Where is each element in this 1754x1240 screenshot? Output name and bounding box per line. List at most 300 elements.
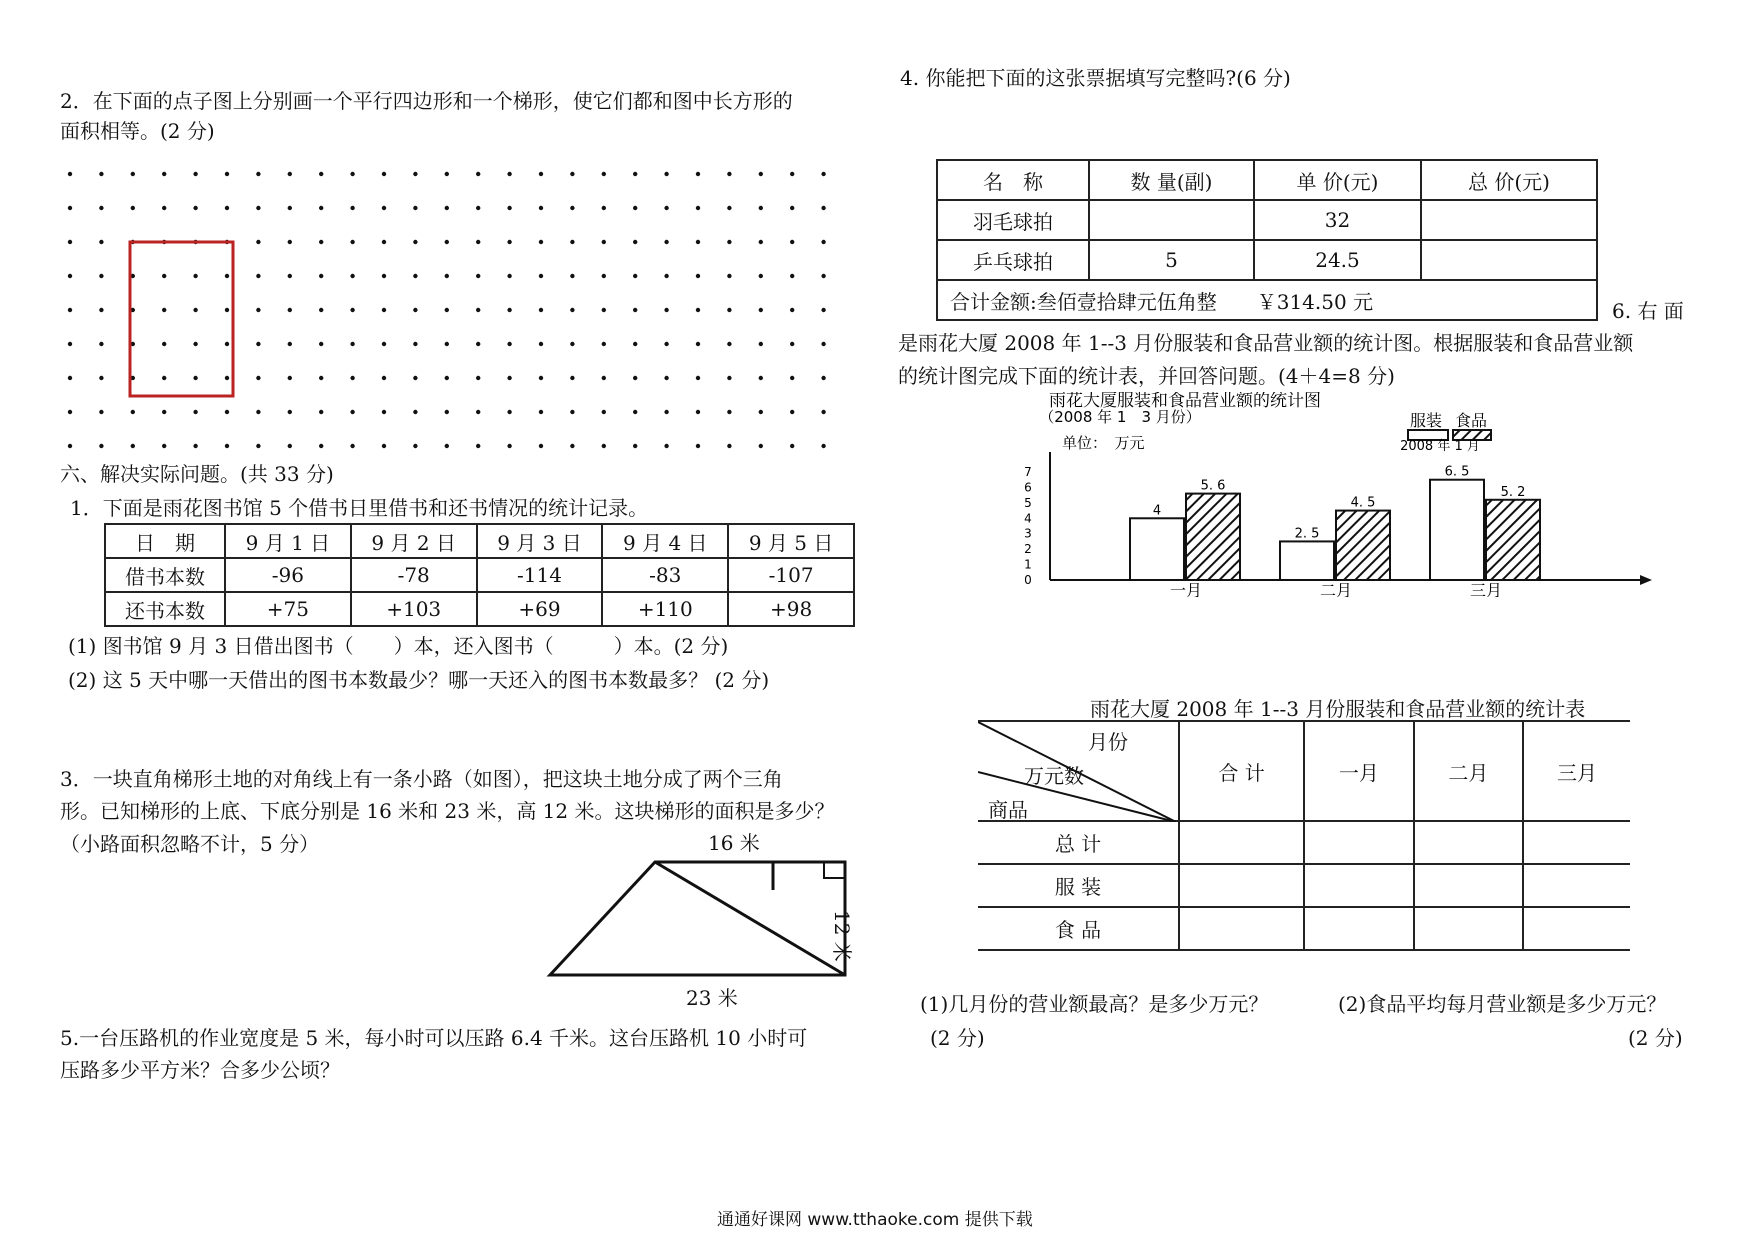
- grid-dot: [68, 308, 72, 312]
- grid-dot: [476, 274, 480, 278]
- grid-dot: [382, 342, 386, 346]
- grid-dot: [570, 308, 574, 312]
- grid-dot: [288, 308, 292, 312]
- grid-dot: [790, 274, 794, 278]
- q6-line2: 的统计图完成下面的统计表，并回答问题。(4＋4=8 分): [898, 364, 1395, 388]
- grid-dot: [445, 172, 449, 176]
- grid-dot: [821, 240, 825, 244]
- grid-dot: [633, 274, 637, 278]
- grid-dot: [602, 308, 606, 312]
- q2-line1: 2．在下面的点子图上分别画一个平行四边形和一个梯形，使它们都和图中长方形的: [60, 89, 793, 113]
- q6-lead: 6. 右 面: [1612, 299, 1684, 323]
- grid-dot: [99, 172, 103, 176]
- table-cell: +69: [477, 592, 603, 626]
- y-tick-label: 7: [1024, 465, 1032, 479]
- grid-dot: [790, 308, 794, 312]
- grid-dot: [790, 342, 794, 346]
- item-name: 乒乓球拍: [937, 240, 1089, 280]
- grid-dot: [445, 410, 449, 414]
- total-price-cell[interactable]: [1421, 200, 1597, 240]
- grid-dot: [288, 444, 292, 448]
- grid-dot: [539, 410, 543, 414]
- table-cell: -107: [728, 558, 854, 592]
- grid-dot: [507, 172, 511, 176]
- diagonal-path: [655, 862, 845, 975]
- blank-cell[interactable]: [1414, 864, 1523, 907]
- blank-cell[interactable]: [1179, 907, 1304, 950]
- grid-dot: [539, 240, 543, 244]
- grid-dot: [350, 410, 354, 414]
- bar-value-label: 5. 6: [1200, 478, 1226, 494]
- category-label: 三月: [1469, 581, 1503, 597]
- grid-dot: [413, 376, 417, 380]
- grid-dot: [507, 274, 511, 278]
- grid-dot: [727, 376, 731, 380]
- bar-value-label: 4. 5: [1350, 495, 1376, 511]
- grid-dot: [507, 376, 511, 380]
- grid-dot: [570, 342, 574, 346]
- grid-dot: [570, 410, 574, 414]
- grid-dot: [225, 410, 229, 414]
- grid-dot: [319, 274, 323, 278]
- grid-dot: [445, 308, 449, 312]
- library-table: [104, 523, 855, 627]
- grid-dot: [68, 410, 72, 414]
- q5-line1: 5.一台压路机的作业宽度是 5 米，每小时可以压路 6.4 千米。这台压路机 10 小时可: [60, 1026, 808, 1050]
- header-day: 9 月 4 日: [602, 524, 728, 558]
- grid-dot: [256, 240, 260, 244]
- grid-dot: [790, 240, 794, 244]
- grid-dot: [759, 342, 763, 346]
- grid-dot: [664, 444, 668, 448]
- blank-cell[interactable]: [1414, 907, 1523, 950]
- red-rectangle: [130, 242, 233, 396]
- label-16m: 16 米: [708, 831, 760, 855]
- y-tick-label: 0: [1024, 573, 1032, 587]
- grid-dot: [727, 308, 731, 312]
- grid-dot: [539, 376, 543, 380]
- grid-dot: [790, 376, 794, 380]
- section6-title: 六、解决实际问题。(共 33 分): [60, 462, 334, 486]
- grid-dot: [382, 172, 386, 176]
- chart-subtitle: （2008 年 1 3 月份）: [1039, 408, 1201, 426]
- table-cell: +75: [225, 592, 351, 626]
- column-header: 一月: [1304, 721, 1413, 821]
- y-tick-label: 6: [1024, 480, 1032, 495]
- grid-dot: [382, 206, 386, 210]
- grid-dot: [445, 342, 449, 346]
- grid-dot: [821, 342, 825, 346]
- grid-dot: [225, 376, 229, 380]
- grid-dot: [507, 308, 511, 312]
- grid-dot: [193, 342, 197, 346]
- grid-dot: [288, 206, 292, 210]
- column-header: 三月: [1523, 721, 1630, 821]
- grid-dot: [539, 342, 543, 346]
- grid-dot: [382, 308, 386, 312]
- grid-dot: [445, 274, 449, 278]
- grid-dot: [696, 376, 700, 380]
- grid-dot: [193, 274, 197, 278]
- grid-dot: [602, 444, 606, 448]
- grid-dot: [727, 206, 731, 210]
- grid-dot: [99, 308, 103, 312]
- table-row: [978, 821, 1630, 864]
- grid-dot: [507, 444, 511, 448]
- quantity-cell[interactable]: [1089, 200, 1254, 240]
- header-day: 9 月 3 日: [477, 524, 603, 558]
- q3-line2: 形。已知梯形的上底、下底分别是 16 米和 23 米，高 12 米。这块梯形的面积是多少？: [60, 799, 835, 823]
- grid-dot: [633, 206, 637, 210]
- grid-dot: [633, 172, 637, 176]
- header-unit-price: 单 价(元): [1254, 160, 1421, 200]
- total-row: [937, 280, 1597, 320]
- grid-dot: [225, 308, 229, 312]
- grid-dot: [476, 240, 480, 244]
- grid-dot: [633, 308, 637, 312]
- grid-dot: [539, 308, 543, 312]
- grid-dot: [350, 172, 354, 176]
- q3-line3: （小路面积忽略不计，5 分）: [60, 832, 320, 856]
- grid-dot: [382, 240, 386, 244]
- grid-dot: [413, 206, 417, 210]
- grid-dot: [162, 342, 166, 346]
- grid-dot: [664, 308, 668, 312]
- grid-dot: [256, 342, 260, 346]
- grid-dot: [664, 342, 668, 346]
- grid-dot: [350, 342, 354, 346]
- y-tick-label: 3: [1024, 526, 1032, 541]
- grid-dot: [476, 206, 480, 210]
- grid-dot: [821, 444, 825, 448]
- grid-dot: [476, 444, 480, 448]
- y-tick-labels: [1024, 465, 1032, 587]
- grid-dot: [193, 410, 197, 414]
- grid-dot: [759, 240, 763, 244]
- grid-dot: [790, 444, 794, 448]
- grid-dot: [256, 206, 260, 210]
- grid-dot: [319, 172, 323, 176]
- grid-dot: [162, 274, 166, 278]
- grid-dot: [759, 172, 763, 176]
- grid-dot: [193, 206, 197, 210]
- grid-dot: [570, 206, 574, 210]
- grid-dot: [68, 240, 72, 244]
- blank-cell[interactable]: [1304, 864, 1413, 907]
- grid-dot: [413, 308, 417, 312]
- grid-dot: [727, 240, 731, 244]
- legend-note: 2008 年 1 月: [1400, 439, 1480, 454]
- grid-dot: [288, 410, 292, 414]
- grid-dot: [727, 172, 731, 176]
- row-header: 总 计: [978, 821, 1179, 864]
- grid-dot: [696, 172, 700, 176]
- grid-dot: [445, 444, 449, 448]
- stat-table-title: 雨花大厦 2008 年 1--3 月份服装和食品营业额的统计表: [1090, 697, 1586, 721]
- grid-dot: [570, 376, 574, 380]
- grid-dot: [256, 444, 260, 448]
- grid-dot: [476, 376, 480, 380]
- blank-cell[interactable]: [1304, 907, 1413, 950]
- grid-dot: [570, 444, 574, 448]
- grid-dot: [633, 342, 637, 346]
- grid-dot: [193, 376, 197, 380]
- bar-food: [1186, 494, 1240, 580]
- grid-dot: [288, 240, 292, 244]
- grid-dot: [696, 342, 700, 346]
- grid-dot: [539, 172, 543, 176]
- grid-dot: [225, 444, 229, 448]
- grid-dot: [413, 410, 417, 414]
- grid-dot: [413, 444, 417, 448]
- grid-dot: [602, 342, 606, 346]
- y-tick-label: 4: [1024, 511, 1032, 526]
- bar-value-label: 4: [1152, 503, 1162, 519]
- q1-intro: 1．下面是雨花图书馆 5 个借书日里借书和还书情况的统计记录。: [70, 496, 649, 520]
- diagonal-header-cell: [978, 721, 1179, 821]
- grid-dot: [288, 376, 292, 380]
- grid-dot: [350, 376, 354, 380]
- grid-dot: [539, 206, 543, 210]
- grid-dot: [602, 376, 606, 380]
- grid-dot: [727, 274, 731, 278]
- grid-dot: [99, 444, 103, 448]
- grid-dot: [570, 172, 574, 176]
- total-price-cell[interactable]: [1421, 240, 1597, 280]
- grid-dot: [633, 240, 637, 244]
- y-tick-label: 2: [1024, 542, 1032, 557]
- table-cell: -83: [602, 558, 728, 592]
- grid-dot: [99, 240, 103, 244]
- legend-label-food: 食品: [1455, 411, 1488, 430]
- quantity-cell: 5: [1089, 240, 1254, 280]
- y-tick-label: 5: [1024, 495, 1032, 510]
- grid-dot: [664, 206, 668, 210]
- category-label: 一月: [1169, 581, 1203, 597]
- dot-grid-dots: [68, 172, 826, 448]
- grid-dot: [68, 206, 72, 210]
- grid-dot: [68, 342, 72, 346]
- grid-dot: [288, 172, 292, 176]
- grid-dot: [727, 342, 731, 346]
- grid-dot: [507, 342, 511, 346]
- chart-bars: [1130, 480, 1540, 580]
- blank-cell[interactable]: [1523, 907, 1630, 950]
- grid-dot: [602, 274, 606, 278]
- q3-line1: 3．一块直角梯形土地的对角线上有一条小路（如图），把这块土地分成了两个三角: [60, 767, 783, 791]
- grid-dot: [350, 240, 354, 244]
- blank-cell[interactable]: [1179, 864, 1304, 907]
- grid-dot: [759, 308, 763, 312]
- grid-dot: [602, 410, 606, 414]
- grid-dot: [193, 172, 197, 176]
- blank-cell[interactable]: [1179, 821, 1304, 864]
- blank-cell[interactable]: [1414, 821, 1523, 864]
- label-23m: 23 米: [686, 986, 738, 1010]
- q1-sub1: (1) 图书馆 9 月 3 日借出图书（ ）本，还入图书（ ）本。(2 分): [68, 634, 729, 658]
- grid-dot: [68, 376, 72, 380]
- grid-dot: [821, 172, 825, 176]
- grid-dot: [131, 410, 135, 414]
- stat-table-header: [978, 721, 1630, 821]
- q6-line1: 是雨花大厦 2008 年 1--3 月份服装和食品营业额的统计图。根据服装和食品营业额: [898, 331, 1634, 355]
- grid-dot: [99, 274, 103, 278]
- grid-dot: [507, 206, 511, 210]
- grid-dot: [476, 308, 480, 312]
- grid-dot: [319, 444, 323, 448]
- column-header: 二月: [1414, 721, 1523, 821]
- footer: 通通好课网 www.tthaoke.com 提供下载: [717, 1210, 1033, 1230]
- grid-dot: [507, 410, 511, 414]
- grid-dot: [539, 274, 543, 278]
- bar-value-label: 5. 2: [1500, 484, 1526, 500]
- grid-dot: [162, 410, 166, 414]
- grid-dot: [68, 172, 72, 176]
- grid-dot: [445, 376, 449, 380]
- table-cell: +103: [351, 592, 477, 626]
- grid-dot: [413, 172, 417, 176]
- grid-dot: [664, 240, 668, 244]
- grid-dot: [476, 172, 480, 176]
- grid-dot: [162, 206, 166, 210]
- q6-score2: (2 分): [1628, 1026, 1683, 1050]
- grid-dot: [539, 444, 543, 448]
- q6-score1: (2 分): [930, 1026, 985, 1050]
- grid-dot: [225, 172, 229, 176]
- grid-dot: [225, 342, 229, 346]
- column-header: 合 计: [1179, 721, 1304, 821]
- header-total-price: 总 价(元): [1421, 160, 1597, 200]
- y-tick-label: 1: [1024, 557, 1032, 572]
- grid-dot: [99, 410, 103, 414]
- grid-dot: [759, 444, 763, 448]
- grid-dot: [445, 240, 449, 244]
- grid-dot: [256, 308, 260, 312]
- grid-dot: [759, 206, 763, 210]
- grid-dot: [821, 274, 825, 278]
- stat-table-wrap: [978, 720, 1630, 951]
- x-axis-arrow: [1640, 575, 1652, 585]
- right-angle-mark: [824, 862, 845, 878]
- grid-dot: [225, 274, 229, 278]
- grid-dot: [696, 240, 700, 244]
- grid-dot: [633, 376, 637, 380]
- bar-clothing: [1430, 480, 1484, 580]
- table-cell: -114: [477, 558, 603, 592]
- grid-dot: [99, 342, 103, 346]
- category-label: 二月: [1319, 581, 1353, 597]
- corner-month: 月份: [1088, 730, 1128, 754]
- trapezoid-outline: [550, 862, 845, 975]
- grid-dot: [382, 444, 386, 448]
- dot-grid[interactable]: [60, 160, 880, 450]
- grid-dot: [256, 410, 260, 414]
- grid-dot: [664, 274, 668, 278]
- grid-dot: [476, 342, 480, 346]
- grid-dot: [256, 274, 260, 278]
- grid-dot: [790, 410, 794, 414]
- bar-value-label: 6. 5: [1444, 464, 1470, 480]
- blank-cell[interactable]: [1523, 821, 1630, 864]
- header-date: 日 期: [105, 524, 225, 558]
- q6-question2: (2)食品平均每月营业额是多少万元？: [1338, 992, 1667, 1016]
- grid-dot: [602, 240, 606, 244]
- grid-dot: [99, 376, 103, 380]
- grid-dot: [99, 206, 103, 210]
- grid-dot: [350, 206, 354, 210]
- grid-dot: [131, 206, 135, 210]
- library-table-header: [105, 524, 854, 558]
- bar-food: [1336, 511, 1390, 580]
- grid-dot: [319, 342, 323, 346]
- blank-cell[interactable]: [1523, 864, 1630, 907]
- table-cell: -78: [351, 558, 477, 592]
- grid-dot: [68, 444, 72, 448]
- table-row: [105, 592, 854, 626]
- grid-dot: [350, 308, 354, 312]
- grid-dot: [382, 410, 386, 414]
- bar-clothing: [1280, 541, 1334, 580]
- bar-food: [1486, 500, 1540, 580]
- grid-dot: [193, 444, 197, 448]
- q2-line2: 面积相等。(2 分): [60, 119, 215, 143]
- grid-dot: [507, 240, 511, 244]
- header-day: 9 月 5 日: [728, 524, 854, 558]
- row-label: 还书本数: [105, 592, 225, 626]
- grid-dot: [319, 410, 323, 414]
- grid-dot: [664, 376, 668, 380]
- grid-dot: [821, 410, 825, 414]
- bar-value-label: 2. 5: [1294, 526, 1320, 542]
- header-name: 名 称: [937, 160, 1089, 200]
- q1-sub2: (2) 这 5 天中哪一天借出的图书本数最少？哪一天还入的图书本数最多？ (2 分): [68, 668, 770, 692]
- grid-dot: [602, 172, 606, 176]
- q4-title: 4. 你能把下面的这张票据填写完整吗?(6 分): [900, 66, 1291, 90]
- header-day: 9 月 1 日: [225, 524, 351, 558]
- unit-price-cell: 24.5: [1254, 240, 1421, 280]
- grid-dot: [727, 444, 731, 448]
- receipt-table: [936, 159, 1598, 321]
- grid-dot: [821, 376, 825, 380]
- grid-dot: [350, 274, 354, 278]
- grid-dot: [382, 376, 386, 380]
- grid-dot: [633, 444, 637, 448]
- grid-dot: [413, 274, 417, 278]
- item-name: 羽毛球拍: [937, 200, 1089, 240]
- grid-dot: [162, 376, 166, 380]
- corner-unit: 万元数: [1024, 764, 1084, 788]
- grid-dot: [162, 308, 166, 312]
- grid-dot: [319, 206, 323, 210]
- grid-dot: [696, 410, 700, 414]
- grid-dot: [256, 376, 260, 380]
- chart-category-labels: [1170, 581, 1502, 597]
- table-cell: -96: [225, 558, 351, 592]
- row-label: 借书本数: [105, 558, 225, 592]
- table-cell: +98: [728, 592, 854, 626]
- grid-dot: [476, 410, 480, 414]
- header-quantity: 数 量(副): [1089, 160, 1254, 200]
- grid-dot: [696, 274, 700, 278]
- row-header: 食 品: [978, 907, 1179, 950]
- grid-dot: [759, 274, 763, 278]
- blank-cell[interactable]: [1304, 821, 1413, 864]
- grid-dot: [131, 172, 135, 176]
- grid-dot: [696, 308, 700, 312]
- table-cell: +110: [602, 592, 728, 626]
- row-header: 服 装: [978, 864, 1179, 907]
- table-row: [105, 558, 854, 592]
